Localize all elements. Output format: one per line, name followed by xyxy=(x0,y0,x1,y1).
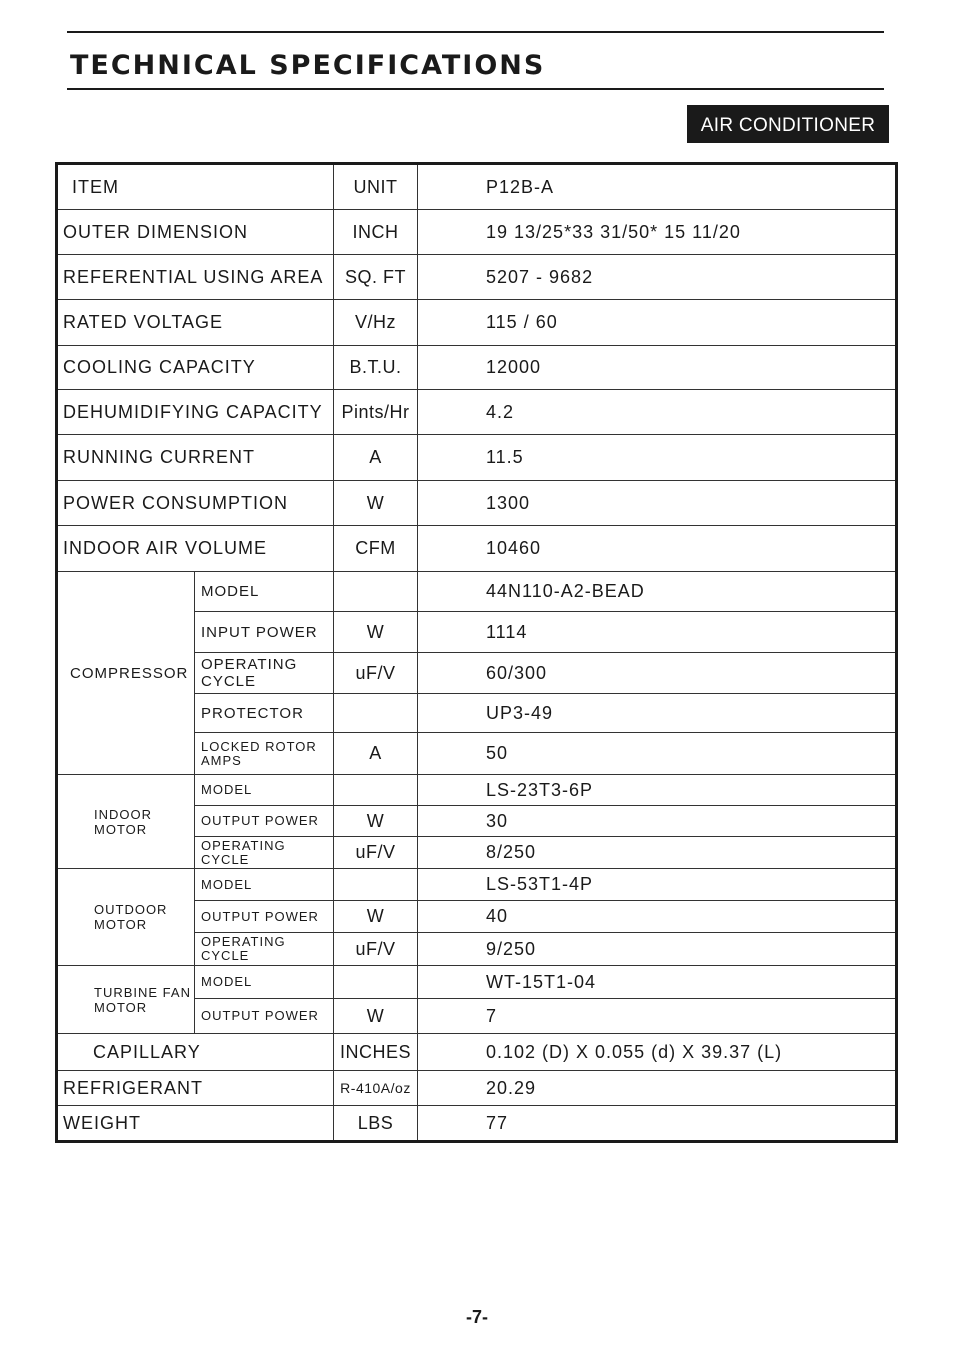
page-number: -7- xyxy=(466,1307,488,1327)
row-value: 11.5 xyxy=(418,435,897,481)
row-unit xyxy=(334,694,418,733)
row-value: 7 xyxy=(418,999,897,1034)
row-value: 30 xyxy=(418,806,897,837)
row-unit: A xyxy=(334,733,418,775)
row-item: RATED VOLTAGE xyxy=(57,300,334,346)
title-underline xyxy=(67,88,884,90)
row-value: 9/250 xyxy=(418,933,897,966)
row-value: 19 13/25*33 31/50* 15 11/20 xyxy=(418,210,897,255)
row-unit: INCH xyxy=(334,210,418,255)
table-row xyxy=(57,435,897,481)
table-row xyxy=(57,481,897,526)
row-item: POWER CONSUMPTION xyxy=(57,481,334,526)
row-unit: W xyxy=(334,806,418,837)
row-unit: V/Hz xyxy=(334,300,418,346)
row-value: 10460 xyxy=(418,526,897,572)
row-item: COOLING CAPACITY xyxy=(57,346,334,390)
row-value: 1300 xyxy=(418,481,897,526)
row-value: 50 xyxy=(418,733,897,775)
row-unit: INCHES xyxy=(334,1034,418,1071)
table-row xyxy=(57,572,897,612)
row-value: 5207 - 9682 xyxy=(418,255,897,300)
row-value: WT-15T1-04 xyxy=(418,966,897,999)
row-unit: LBS xyxy=(334,1106,418,1142)
header-model-cell: P12B-A xyxy=(418,164,897,210)
row-unit: uF/V xyxy=(334,837,418,869)
row-value: 40 xyxy=(418,901,897,933)
row-unit xyxy=(334,966,418,999)
table-row xyxy=(57,775,897,806)
compressor-group-label: COMPRESSOR xyxy=(57,572,195,775)
row-value: 20.29 xyxy=(418,1071,897,1106)
table-row xyxy=(57,255,897,300)
row-unit: W xyxy=(334,999,418,1034)
table-header-row xyxy=(57,164,897,210)
row-value: 115 / 60 xyxy=(418,300,897,346)
sub-item: OPERATING CYCLE xyxy=(195,837,334,869)
row-value: 12000 xyxy=(418,346,897,390)
sub-item: PROTECTOR xyxy=(195,694,334,733)
table-row xyxy=(57,966,897,999)
sub-item: MODEL xyxy=(195,869,334,901)
row-value: 0.102 (D) X 0.055 (d) X 39.37 (L) xyxy=(418,1034,897,1071)
outdoor-motor-group-label: OUTDOOR MOTOR xyxy=(57,869,195,966)
table-row xyxy=(57,526,897,572)
row-unit: uF/V xyxy=(334,933,418,966)
header-item-cell: ITEM xyxy=(57,164,334,210)
sub-item: INPUT POWER xyxy=(195,612,334,653)
page-title: TECHNICAL SPECIFICATIONS xyxy=(70,50,546,81)
turbine-fan-motor-group-label: TURBINE FAN MOTOR xyxy=(57,966,195,1034)
row-item: WEIGHT xyxy=(57,1106,334,1142)
row-value: 44N110-A2-BEAD xyxy=(418,572,897,612)
table-row xyxy=(57,1034,897,1071)
row-unit: SQ. FT xyxy=(334,255,418,300)
row-unit xyxy=(334,775,418,806)
row-value: UP3-49 xyxy=(418,694,897,733)
row-unit: A xyxy=(334,435,418,481)
table-row xyxy=(57,1106,897,1142)
row-unit: W xyxy=(334,901,418,933)
row-value: LS-53T1-4P xyxy=(418,869,897,901)
sub-item: OPERATING CYCLE xyxy=(195,933,334,966)
row-unit: CFM xyxy=(334,526,418,572)
row-unit: R-410A/oz xyxy=(334,1071,418,1106)
sub-item: MODEL xyxy=(195,775,334,806)
row-item: DEHUMIDIFYING CAPACITY xyxy=(57,390,334,435)
spec-table xyxy=(55,162,898,1143)
sub-item: MODEL xyxy=(195,572,334,612)
top-rule xyxy=(67,31,884,33)
row-value: 8/250 xyxy=(418,837,897,869)
row-unit: uF/V xyxy=(334,653,418,694)
row-value: 4.2 xyxy=(418,390,897,435)
sub-item: MODEL xyxy=(195,966,334,999)
sub-item: OUTPUT POWER xyxy=(195,806,334,837)
table-row xyxy=(57,300,897,346)
row-item: REFERENTIAL USING AREA xyxy=(57,255,334,300)
indoor-motor-group-label: INDOOR MOTOR xyxy=(57,775,195,869)
row-item: CAPILLARY xyxy=(57,1034,334,1071)
row-value: 1114 xyxy=(418,612,897,653)
product-badge: AIR CONDITIONER xyxy=(687,105,889,143)
row-item: REFRIGERANT xyxy=(57,1071,334,1106)
row-item: RUNNING CURRENT xyxy=(57,435,334,481)
row-unit: Pints/Hr xyxy=(334,390,418,435)
table-row xyxy=(57,869,897,901)
row-unit: W xyxy=(334,612,418,653)
row-item: OUTER DIMENSION xyxy=(57,210,334,255)
header-unit-cell: UNIT xyxy=(334,164,418,210)
sub-item: LOCKED ROTOR AMPS xyxy=(195,733,334,775)
table-row xyxy=(57,210,897,255)
row-unit: B.T.U. xyxy=(334,346,418,390)
table-row xyxy=(57,390,897,435)
sub-item: OPERATING CYCLE xyxy=(195,653,334,694)
row-unit xyxy=(334,572,418,612)
row-value: LS-23T3-6P xyxy=(418,775,897,806)
row-value: 77 xyxy=(418,1106,897,1142)
table-row xyxy=(57,1071,897,1106)
table-row xyxy=(57,346,897,390)
row-unit xyxy=(334,869,418,901)
row-value: 60/300 xyxy=(418,653,897,694)
row-item: INDOOR AIR VOLUME xyxy=(57,526,334,572)
sub-item: OUTPUT POWER xyxy=(195,901,334,933)
row-unit: W xyxy=(334,481,418,526)
sub-item: OUTPUT POWER xyxy=(195,999,334,1034)
